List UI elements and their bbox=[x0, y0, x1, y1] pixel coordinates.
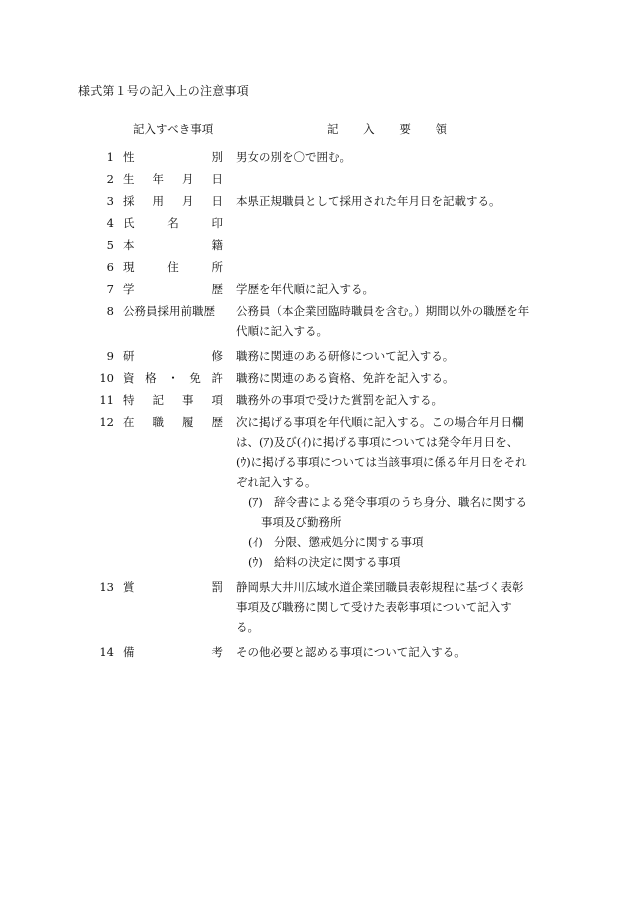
row-description bbox=[236, 577, 542, 637]
item-char: 性 bbox=[123, 150, 135, 164]
row-number: 8 bbox=[106, 304, 114, 318]
row-description bbox=[236, 412, 542, 572]
description-line: 学歴を年代順に記入する。 bbox=[236, 282, 374, 296]
sub-item-line: 給料の決定に関する事項 bbox=[274, 555, 401, 569]
item-char: 備 bbox=[123, 645, 135, 659]
note-row bbox=[90, 642, 550, 662]
description-line: 公務員（本企業団臨時職員を含む。）期間以外の職歴を年 bbox=[236, 304, 530, 318]
row-number: 2 bbox=[106, 172, 114, 186]
description-line: 職務に関連のある資格、免許を記入する。 bbox=[236, 371, 455, 385]
page-title: 様式第１号の記入上の注意事項 bbox=[78, 84, 249, 98]
note-row bbox=[90, 257, 550, 277]
description-line: は、(ｱ)及び(ｲ)に掲げる事項については発令年月日を、 bbox=[236, 435, 519, 449]
sub-item-mark: (ｳ) bbox=[248, 555, 263, 569]
row-item bbox=[123, 346, 223, 366]
header-char: 記 bbox=[327, 122, 339, 136]
header-char: 領 bbox=[435, 122, 447, 136]
row-description bbox=[236, 368, 542, 388]
row-number: 5 bbox=[106, 238, 114, 252]
row-number: 1 bbox=[106, 150, 114, 164]
row-item bbox=[123, 147, 223, 167]
description-line: ぞれ記入する。 bbox=[236, 475, 317, 489]
row-item bbox=[123, 301, 223, 321]
row-description bbox=[236, 642, 542, 662]
row-number: 6 bbox=[106, 260, 114, 274]
sub-item-line: 辞令書による発令事項のうち身分、職名に関する bbox=[274, 495, 527, 509]
item-char: 履 bbox=[182, 415, 194, 429]
sub-item-line: 事項及び勤務所 bbox=[261, 515, 342, 529]
sub-item-text bbox=[261, 492, 542, 532]
row-description bbox=[236, 346, 542, 366]
row-number: 11 bbox=[99, 393, 114, 407]
item-char: 月 bbox=[182, 194, 194, 208]
note-row bbox=[90, 412, 550, 572]
note-row bbox=[90, 191, 550, 211]
row-item bbox=[123, 191, 223, 211]
item-char: 学 bbox=[123, 282, 135, 296]
notes-list bbox=[90, 147, 550, 662]
row-item bbox=[123, 213, 223, 233]
note-row bbox=[90, 235, 550, 255]
item-char: 名 bbox=[167, 216, 179, 230]
row-item bbox=[123, 235, 223, 255]
row-description bbox=[236, 191, 542, 211]
note-row bbox=[90, 147, 550, 167]
row-number: 7 bbox=[106, 282, 114, 296]
row-item bbox=[123, 577, 223, 597]
description-line: 次に掲げる事項を年代順に記入する。この場合年月日欄 bbox=[236, 415, 524, 429]
item-char: 日 bbox=[211, 194, 223, 208]
item-char: 印 bbox=[211, 216, 223, 230]
row-description bbox=[236, 147, 542, 167]
row-item bbox=[123, 390, 223, 410]
sub-item bbox=[236, 552, 542, 572]
row-item bbox=[123, 412, 223, 432]
row-number: 13 bbox=[99, 580, 114, 594]
row-number: 4 bbox=[106, 216, 114, 230]
item-char: 公務員採用前職歴 bbox=[123, 304, 215, 318]
item-char: 項 bbox=[211, 393, 223, 407]
note-row bbox=[90, 346, 550, 366]
sub-item-mark: (ｱ) bbox=[248, 495, 263, 509]
item-char: ・ bbox=[167, 371, 179, 385]
note-row bbox=[90, 169, 550, 189]
column-header-description bbox=[327, 121, 447, 137]
sub-item-text bbox=[274, 552, 542, 572]
item-char: 現 bbox=[123, 260, 135, 274]
row-item bbox=[123, 642, 223, 662]
description-line: 事項及び職務に関して受けた表彰事項について記入す bbox=[236, 600, 512, 614]
item-char: 免 bbox=[189, 371, 201, 385]
column-header-item: 記入すべき事項 bbox=[133, 122, 214, 136]
item-char: 歴 bbox=[211, 282, 223, 296]
item-char: 考 bbox=[211, 645, 223, 659]
header-char: 入 bbox=[363, 122, 375, 136]
note-row bbox=[90, 577, 550, 637]
sub-item bbox=[236, 532, 542, 552]
item-char: 許 bbox=[211, 371, 223, 385]
item-char: 格 bbox=[145, 371, 157, 385]
item-char: 日 bbox=[211, 172, 223, 186]
row-description bbox=[236, 390, 542, 410]
item-char: 籍 bbox=[211, 238, 223, 252]
row-number: 9 bbox=[106, 349, 114, 363]
row-item bbox=[123, 368, 223, 388]
description-line: 本県正規職員として採用された年月日を記載する。 bbox=[236, 194, 501, 208]
item-char: 本 bbox=[123, 238, 135, 252]
note-row bbox=[90, 301, 550, 341]
item-char: 歴 bbox=[211, 415, 223, 429]
sub-item-line: 分限、懲戒処分に関する事項 bbox=[274, 535, 424, 549]
item-char: 採 bbox=[123, 194, 135, 208]
note-row bbox=[90, 213, 550, 233]
sub-item-mark: (ｲ) bbox=[248, 535, 263, 549]
item-char: 月 bbox=[182, 172, 194, 186]
note-row bbox=[90, 279, 550, 299]
description-line: 職務外の事項で受けた賞罰を記入する。 bbox=[236, 393, 443, 407]
item-char: 年 bbox=[152, 172, 164, 186]
sub-item bbox=[236, 492, 542, 532]
row-number: 14 bbox=[99, 645, 114, 659]
item-char: 研 bbox=[123, 349, 135, 363]
row-number: 3 bbox=[106, 194, 114, 208]
description-line: 静岡県大井川広域水道企業団職員表彰規程に基づく表彰 bbox=[236, 580, 524, 594]
description-line: 男女の別を〇で囲む。 bbox=[236, 150, 351, 164]
row-description bbox=[236, 301, 542, 341]
item-char: 資 bbox=[123, 371, 135, 385]
item-char: 所 bbox=[211, 260, 223, 274]
row-item bbox=[123, 169, 223, 189]
row-item bbox=[123, 279, 223, 299]
note-row bbox=[90, 390, 550, 410]
description-line: (ｳ)に掲げる事項については当該事項に係る年月日をそれ bbox=[236, 455, 527, 469]
item-char: 用 bbox=[152, 194, 164, 208]
item-char: 在 bbox=[123, 415, 135, 429]
row-description bbox=[236, 279, 542, 299]
note-row bbox=[90, 368, 550, 388]
item-char: 賞 bbox=[123, 580, 135, 594]
description-line: その他必要と認める事項について記入する。 bbox=[236, 645, 466, 659]
header-char: 要 bbox=[399, 122, 411, 136]
item-char: 記 bbox=[152, 393, 164, 407]
item-char: 生 bbox=[123, 172, 135, 186]
item-char: 別 bbox=[211, 150, 223, 164]
item-char: 職 bbox=[152, 415, 164, 429]
description-line: 職務に関連のある研修について記入する。 bbox=[236, 349, 455, 363]
description-line: る。 bbox=[236, 620, 259, 634]
row-number: 12 bbox=[99, 415, 114, 429]
row-item bbox=[123, 257, 223, 277]
description-line: 代順に記入する。 bbox=[236, 324, 328, 338]
item-char: 罰 bbox=[211, 580, 223, 594]
item-char: 住 bbox=[167, 260, 179, 274]
row-number: 10 bbox=[99, 371, 114, 385]
item-char: 氏 bbox=[123, 216, 135, 230]
item-char: 修 bbox=[211, 349, 223, 363]
item-char: 特 bbox=[123, 393, 135, 407]
sub-item-text bbox=[274, 532, 542, 552]
item-char: 事 bbox=[182, 393, 194, 407]
